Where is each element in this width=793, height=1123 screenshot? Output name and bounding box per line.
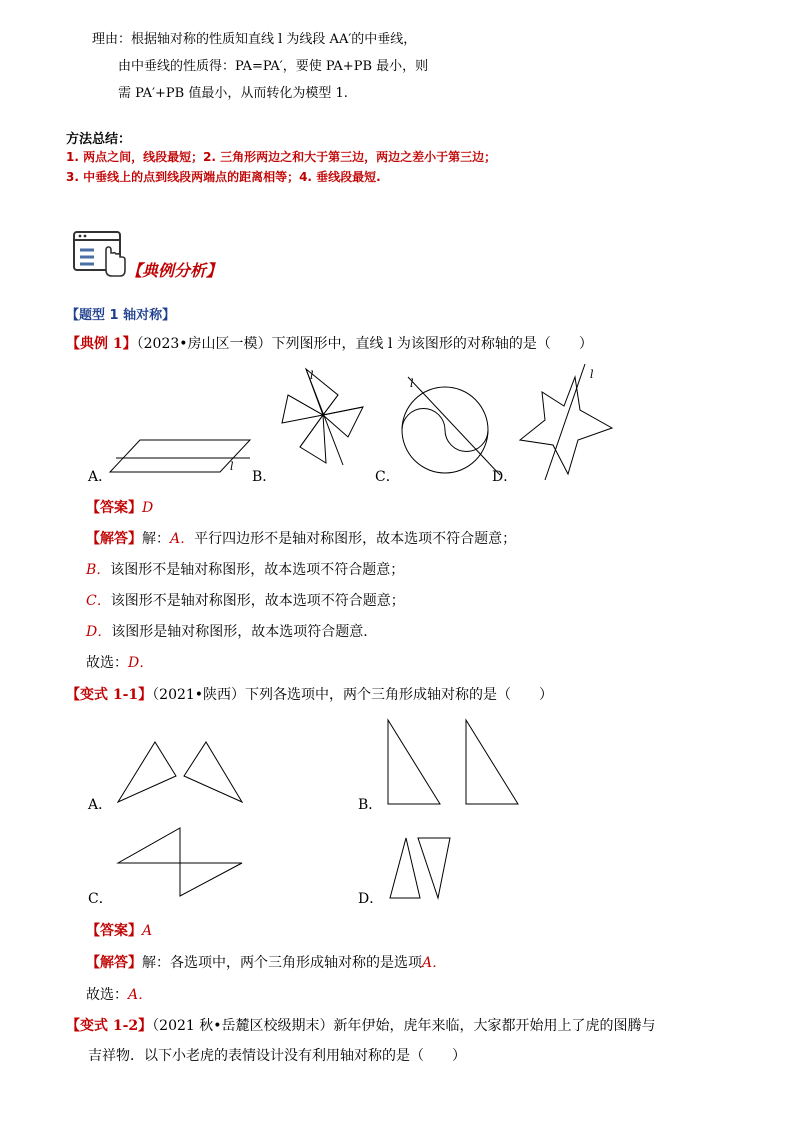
variant1-answer-row: [86, 920, 152, 940]
variant1-tag: 【变式 1-1】: [66, 687, 153, 703]
section-banner-title: 【典例分析】: [126, 261, 223, 280]
variant1-option-b: B．: [358, 797, 383, 813]
example1-choose-row: [86, 652, 153, 672]
example1-sol-d-text: 该图形是轴对称图形，故本选项符合题意.: [111, 624, 368, 640]
example1-option-d: D．: [492, 469, 518, 485]
example1-answer-tag: 【答案】: [86, 500, 142, 516]
variant2-question-line1: （2021 秋•岳麓区校级期末）新年伊始，虎年来临，大家都开始用上了虎的图腾与: [152, 1018, 656, 1034]
variant1-solution-text: 解：各选项中，两个三角形成轴对称的是选项: [142, 955, 422, 971]
example1-option-c: C．: [375, 469, 400, 485]
figure-a-parallelogram: [110, 430, 260, 480]
example1-sol-a-option: A．: [170, 531, 195, 547]
tutorial-window-icon: [72, 230, 128, 278]
figure-b-axis-label: l: [310, 369, 314, 382]
example1-question-row: [66, 333, 593, 353]
variant2-tag: 【变式 1-2】: [66, 1018, 153, 1034]
summary-title: 方法总结：: [66, 132, 132, 147]
variant1-figure-b: [386, 718, 526, 808]
variant1-choose-row: [86, 984, 152, 1004]
example1-answer-value: D: [142, 500, 154, 516]
variant1-option-a: A．: [88, 797, 113, 813]
reason-line-3: 需 PA′+PB 值最小，从而转化为模型 1.: [118, 86, 348, 101]
figure-a-axis-label: l: [230, 460, 234, 473]
variant1-question-row: [66, 684, 553, 704]
example1-solution-tag: 【解答】: [86, 531, 142, 547]
example1-sol-d-row: [86, 621, 368, 641]
reason-line-2: 由中垂线的性质得：PA=PA′，要使 PA+PB 最小，则: [118, 59, 429, 74]
example1-question: （2023•房山区一模）下列图形中，直线 l 为该图形的对称轴的是（ ）: [136, 336, 593, 352]
example1-choose-value: D．: [128, 655, 154, 671]
example1-sol-a-text: 平行四边形不是轴对称图形，故本选项不符合题意；: [194, 531, 517, 547]
variant1-solution-value: A．: [422, 955, 447, 971]
variant1-option-d: D．: [358, 891, 384, 907]
variant1-answer-value: A: [142, 923, 153, 939]
figure-d-axis-label: l: [590, 368, 594, 381]
example1-sol-b-option: B．: [86, 562, 111, 578]
example1-sol-b-row: [86, 559, 404, 579]
figure-c-axis-label: l: [410, 377, 414, 390]
variant2-question-line2: 吉祥物．以下小老虎的表情设计没有利用轴对称的是（ ）: [88, 1048, 466, 1064]
example1-sol-c-option: C．: [86, 593, 111, 609]
example1-tag: 【典例 1】: [66, 336, 137, 352]
summary-item-2: 3. 中垂线上的点到线段两端点的距离相等；4. 垂线段最短.: [66, 170, 381, 184]
example1-solution-row: [86, 528, 516, 548]
topic-title: 【题型 1 轴对称】: [66, 308, 176, 323]
example1-sol-c-text: 该图形不是轴对称图形，故本选项不符合题意；: [110, 593, 405, 609]
variant1-figure-a: [118, 738, 248, 808]
variant1-option-c: C．: [88, 891, 113, 907]
summary-item-1: 1. 两点之间，线段最短；2. 三角形两边之和大于第三边，两边之差小于第三边；: [66, 150, 497, 164]
reason-line-1: 理由：根据轴对称的性质知直线 l 为线段 AA′的中垂线，: [92, 32, 417, 47]
example1-solution-lead: 解：: [142, 531, 170, 547]
figure-d-star: [520, 362, 620, 482]
variant1-solution-tag: 【解答】: [86, 955, 142, 971]
example1-option-b: B．: [252, 469, 277, 485]
variant1-question: （2021•陕西）下列各选项中，两个三角形成轴对称的是（ ）: [152, 687, 554, 703]
example1-sol-d-option: D．: [86, 624, 112, 640]
example1-sol-b-text: 该图形不是轴对称图形，故本选项不符合题意；: [110, 562, 405, 578]
variant1-answer-tag: 【答案】: [86, 923, 142, 939]
variant1-figure-d: [388, 836, 458, 902]
example1-sol-c-row: [86, 590, 405, 610]
example1-choose-label: 故选：: [86, 655, 128, 671]
variant1-choose-label: 故选：: [86, 987, 128, 1003]
variant2-question-row: [66, 1015, 656, 1035]
figure-b-pinwheel: [278, 365, 368, 470]
example1-answer-row: [86, 497, 153, 517]
variant1-figure-c: [116, 826, 246, 898]
variant1-solution-row: [86, 952, 446, 972]
example1-option-a: A．: [88, 469, 113, 485]
variant1-choose-value: A．: [128, 987, 153, 1003]
figure-c-yin-yang: [400, 375, 510, 480]
